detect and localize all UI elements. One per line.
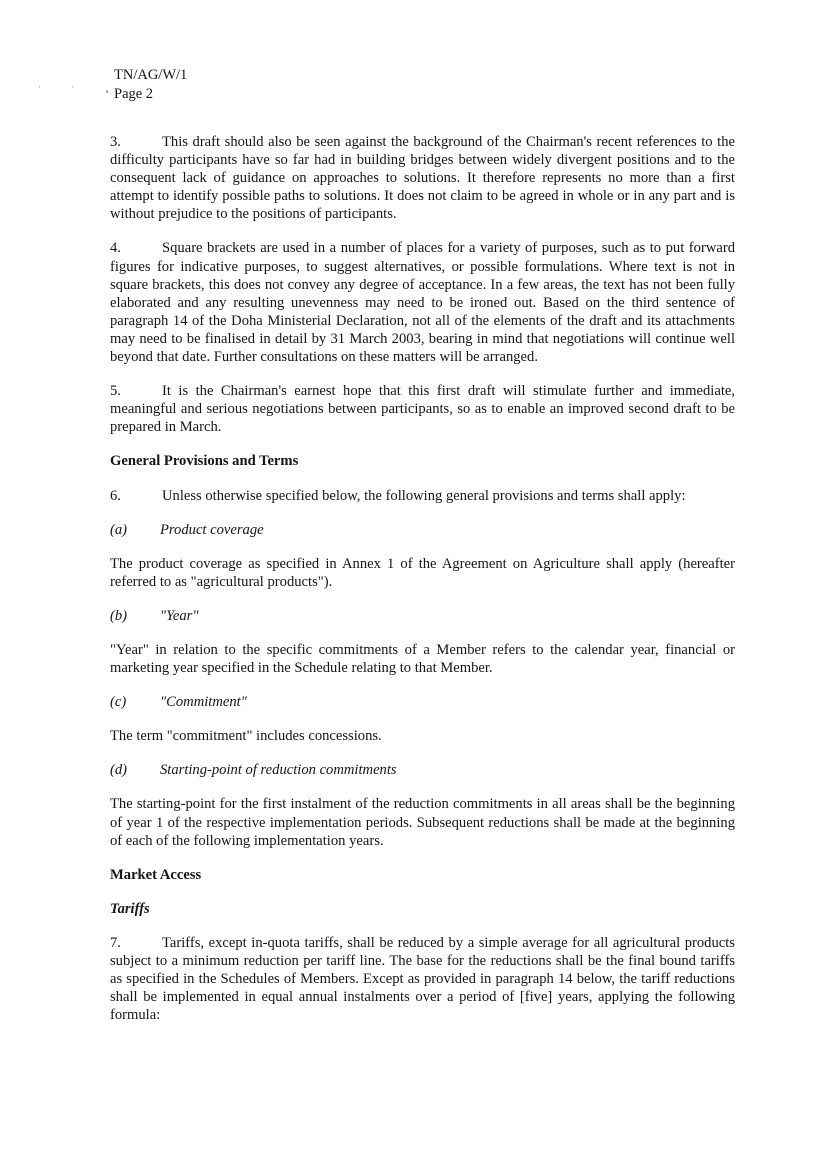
item-title: Product coverage bbox=[160, 521, 264, 538]
item-a-title bbox=[110, 521, 735, 539]
paragraph-text: Tariffs, except in-quota tariffs, shall be reduced by a simple average for all agricultural products subject to a minimum reduction per tariff line. The base for the reductions shall be the final bound tariffs as specified in the Schedules of Members. Except as provided in paragraph 14 below, the tariff reductions shall be implemented in equal annual instalments over a period of [five] years, applying the following formula: bbox=[110, 934, 735, 1024]
page-header bbox=[106, 66, 188, 104]
scan-tick-mark: ' bbox=[106, 87, 109, 101]
document-symbol: TN/AG/W/1 bbox=[114, 67, 188, 83]
paragraph-number: 7. bbox=[110, 934, 121, 951]
paragraph-text: This draft should also be seen against the background of the Chairman's recent references to the difficulty participants have so far had in building bridges between widely divergent positions and to the consequent lack of guidance on approaches to solutions. It therefore represents no more than a first attempt to identify possible paths to solutions. It does not claim to be agreed in whole or in any part and is without prejudice to the positions of participants. bbox=[110, 134, 735, 223]
item-title: "Commitment" bbox=[160, 694, 247, 711]
heading-tariffs: Tariffs bbox=[110, 900, 150, 917]
paragraph-text: Square brackets are used in a number of places for a variety of purposes, such as to put forward figures for indicative purposes, to suggest alternatives, or possible formulations. Where text is not in square brackets, this does not convey any degree of acceptance. In a few areas, the text has not been fully elaborated and any resulting unevenness may need to be ironed out. Based on the third sentence of paragraph 14 of the Doha Ministerial Declaration, not all of the elements of the draft and its attachments may need to be finalised in detail by 31 March 2003, bearing in mind that negotiations will continue well beyond that date. Further consultations on these matters will be arranged. bbox=[110, 240, 735, 366]
paragraph-3 bbox=[110, 133, 735, 223]
item-c-text: The term "commitment" includes concessions. bbox=[110, 728, 382, 745]
paragraph-number: 3. bbox=[110, 134, 121, 150]
item-d-text: The starting-point for the first instalment of the reduction commitments in all areas shall be the beginning of year 1 of the respective implementation periods. Subsequent reductions shall be made at the beginning of each of the following implementation years. bbox=[110, 796, 735, 849]
page-number: Page 2 bbox=[114, 86, 154, 102]
paragraph-text: It is the Chairman's earnest hope that this first draft will stimulate further and immediate, meaningful and serious negotiations between participants, so as to enable an improved second draft to be prepared in March. bbox=[110, 383, 735, 436]
item-c-title bbox=[110, 693, 735, 711]
item-label: (d) bbox=[110, 762, 128, 779]
paragraph-number: 5. bbox=[110, 383, 121, 400]
item-title: Starting-point of reduction commitments bbox=[160, 762, 397, 779]
paragraph-6 bbox=[110, 487, 735, 505]
paragraph-7 bbox=[110, 934, 735, 1024]
paragraph-number: 6. bbox=[110, 487, 121, 504]
item-b-title bbox=[110, 607, 735, 625]
paragraph-text: Unless otherwise specified below, the following general provisions and terms shall apply: bbox=[162, 487, 686, 504]
heading-market-access: Market Access bbox=[110, 866, 202, 883]
document-body bbox=[110, 133, 735, 1040]
heading-general-provisions: General Provisions and Terms bbox=[110, 453, 299, 470]
paragraph-5 bbox=[110, 382, 735, 436]
item-title: "Year" bbox=[160, 607, 199, 624]
item-label: (a) bbox=[110, 521, 128, 538]
scan-speck-marks: · · bbox=[38, 82, 89, 92]
paragraph-number: 4. bbox=[110, 240, 121, 257]
item-label: (b) bbox=[110, 607, 128, 624]
item-label: (c) bbox=[110, 694, 127, 711]
item-d-title bbox=[110, 761, 735, 779]
item-b-text: "Year" in relation to the specific commitments of a Member refers to the calendar year, financial or marketing year specified in the Schedule relating to that Member. bbox=[110, 641, 735, 677]
item-a-text: The product coverage as specified in Annex 1 of the Agreement on Agriculture shall apply (hereafter referred to as "agricultural products"). bbox=[110, 555, 735, 590]
paragraph-4 bbox=[110, 239, 735, 366]
